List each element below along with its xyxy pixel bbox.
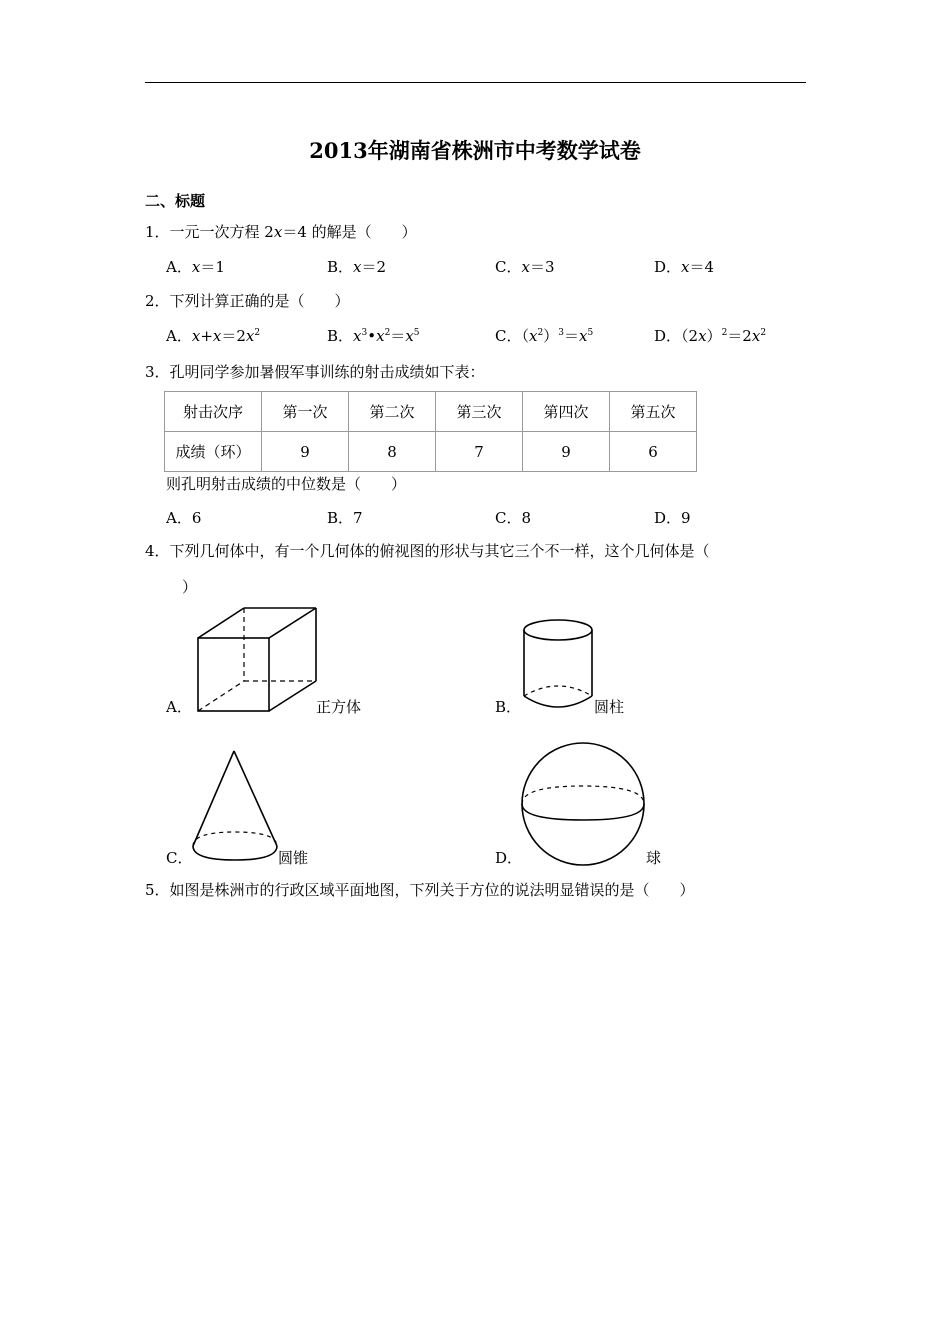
q3-option-d: D．9 [654, 509, 691, 527]
q4-option-d-letter: D． [495, 849, 523, 867]
q4-option-b-label: 圆柱 [594, 698, 625, 716]
q2-option-a: A．$x+x=2x^2$ [166, 327, 261, 345]
cube-front-face [198, 638, 269, 711]
q4-option-c-label: 圆锥 [278, 849, 309, 867]
cube-figure [190, 604, 320, 716]
table-cell: 8 [349, 432, 436, 472]
question-5-stem: 5．如图是株洲市的行政区域平面地图，下列关于方位的说法明显错误的是（ ） [145, 881, 695, 899]
q1-option-c: C．x＝3 [495, 258, 555, 276]
q3-option-a: A．6 [166, 509, 202, 527]
table-cell: 第五次 [610, 392, 697, 432]
q4-option-d-label: 球 [646, 849, 662, 867]
table-cell: 9 [523, 432, 610, 472]
q1-option-d: D．x＝4 [654, 258, 715, 276]
question-3-prompt: 则孔明射击成绩的中位数是（ ） [166, 475, 407, 493]
q4-option-c-letter: C． [166, 849, 193, 867]
table-cell: 第三次 [436, 392, 523, 432]
q4-option-a-label: 正方体 [316, 698, 362, 716]
table-cell: 成绩（环） [165, 432, 262, 472]
question-3-stem: 3．孔明同学参加暑假军事训练的射击成绩如下表： [145, 363, 485, 381]
q2-option-c: C．$(x^2)^3=x^5$ [495, 327, 594, 345]
table-cell: 9 [262, 432, 349, 472]
q2-option-d: D．$(2x)^2=2x^2$ [654, 327, 767, 345]
table-cell: 6 [610, 432, 697, 472]
header-rule [145, 82, 806, 83]
table-cell: 7 [436, 432, 523, 472]
q2-option-b: B．$x^3•x^2=x^5$ [327, 327, 420, 345]
score-table [164, 391, 697, 472]
page-title: 2013年湖南省株洲市中考数学试卷 [309, 138, 641, 163]
q4-option-b-letter: B． [495, 698, 522, 716]
table-cell: 射击次序 [165, 392, 262, 432]
table-cell: 第二次 [349, 392, 436, 432]
q1-option-b: B．x＝2 [327, 258, 387, 276]
question-2-stem: 2．下列计算正确的是（ ） [145, 292, 350, 310]
table-cell: 第四次 [523, 392, 610, 432]
table-row [165, 432, 697, 472]
question-4-stem: 4．下列几何体中，有一个几何体的俯视图的形状与其它三个不一样，这个几何体是（ [145, 542, 710, 560]
table-row [165, 392, 697, 432]
table-cell: 第一次 [262, 392, 349, 432]
question-4-stem-cont: ） [182, 578, 198, 596]
q1-option-a: A．x＝1 [166, 258, 225, 276]
q3-option-c: C．8 [495, 509, 532, 527]
section-heading: 二、标题 [145, 192, 206, 210]
q3-option-b: B．7 [327, 509, 363, 527]
cylinder-figure [520, 618, 600, 714]
cone-figure [190, 748, 284, 868]
q4-option-a-letter: A． [166, 698, 192, 716]
question-1-stem: 1．一元一次方程 2x＝4 的解是（ ） [145, 223, 417, 241]
sphere-figure [520, 742, 648, 868]
